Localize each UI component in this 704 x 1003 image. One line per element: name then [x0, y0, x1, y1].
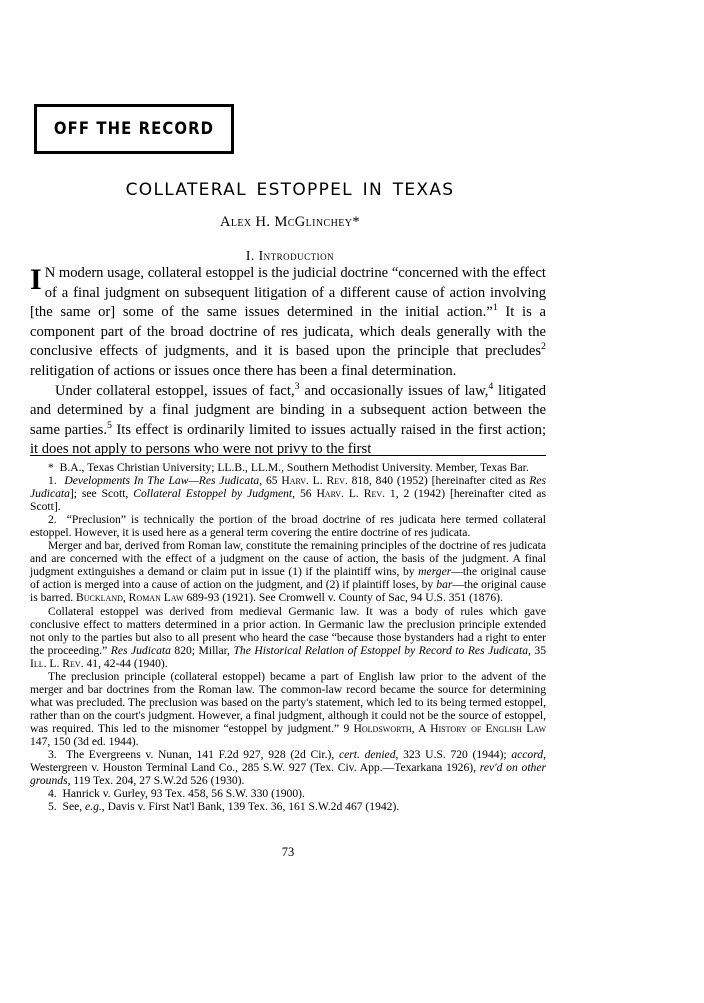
- footnote-2-p3-d: 41, 42-44 (1940).: [83, 656, 168, 670]
- footnote-1-marker: 1.: [48, 474, 57, 488]
- footnote-3: [30, 748, 546, 787]
- footnote-2-marker: 2.: [48, 513, 57, 527]
- paragraph-1-text-a: N modern usage, collateral estoppel is the judicial doctrine “concerned with the effect of a final judgment on subsequent litigation of a different cause of action involving [the same or] some of the same issues determined in the initial action.”: [30, 265, 546, 321]
- masthead-label: OFF THE RECORD: [53, 118, 215, 138]
- footnote-3-t2: , 323 U.S. 720 (1944);: [395, 748, 512, 762]
- footnote-2-p3-b: 820; Millar,: [170, 643, 234, 657]
- footnote-1-title: Developments In The Law—Res Judicata: [64, 474, 260, 488]
- footnote-2-p2-c: —the original cause is barred.: [30, 578, 546, 605]
- article-author: Alex H. McGlinchey*: [219, 214, 361, 230]
- footnote-1-t2: , 65: [259, 474, 282, 488]
- drop-cap: I: [30, 263, 42, 296]
- page-number: 73: [281, 845, 295, 859]
- footnote-1-scott-title: Collateral Estoppel by Judgment: [133, 487, 293, 501]
- footnote-5-t1: See,: [62, 800, 86, 814]
- footnote-2-p3-a: Collateral estoppel was derived from medieval Germanic law. It was a body of rules which gave conclusive effect to matters determined in a prior action. In Germanic law the preclusion principle extended not only to the parties but also to all present who heard the case “because those bystanders had a right to enter the proceeding.”: [30, 604, 546, 657]
- footnote-1-t5: ]; see Scott,: [69, 487, 134, 501]
- footnote-1-reporter-2: Harv. L. Rev.: [316, 487, 386, 501]
- footnote-star-text: B.A., Texas Christian University; LL.B., LL.M., Southern Methodist University. Member, Texas Bar.: [59, 461, 529, 474]
- footnote-2-ill-rev-cite: Ill. L. Rev.: [30, 656, 84, 670]
- footnote-2-millar-title: The Historical Relation of Estoppel by Record to Res Judicata: [233, 643, 528, 657]
- footnote-ref-4: 4: [488, 380, 494, 392]
- body-paragraph-1: [30, 264, 546, 382]
- footnote-5-t2: , Davis v. First Nat'l Bank, 139 Tex. 36, 161 S.W.2d 467 (1942).: [101, 800, 400, 814]
- paragraph-2-text-a: Under collateral estoppel, issues of fact,: [55, 382, 295, 399]
- footnote-3-t1: The Evergreens v. Nunan, 141 F.2d 927, 928 (2d Cir.),: [66, 748, 339, 762]
- footnote-2-holdsworth-cite: Holdsworth, A History of English Law: [353, 721, 546, 735]
- body-paragraph-2: [30, 382, 546, 460]
- footnote-2-merger-term: merger: [418, 565, 452, 579]
- paragraph-2-text-c: litigated and determined by a final judgment are binding in a subsequent action between the same parties.: [30, 382, 546, 438]
- footnote-1-t3: 818, 840 (1952) [hereinafter cited as: [347, 474, 530, 488]
- footnote-2-p2-d: 689-93 (1921). See Cromwell v. County of Sac, 94 U.S. 351 (1876).: [183, 591, 503, 605]
- paragraph-2-text-b: and occasionally issues of law,: [299, 382, 489, 399]
- footnote-3-revd: rev'd on other grounds: [30, 761, 546, 788]
- footnote-1: [30, 474, 546, 513]
- footnote-ref-1: 1: [492, 302, 498, 314]
- footnote-2-p3-c: , 35: [528, 643, 546, 657]
- paragraph-2-text-d: Its effect is ordinarily limited to issues actually raised in the first action; it does not apply to persons who were not privy to the first: [30, 421, 546, 458]
- footnote-2-part-4: [30, 670, 546, 748]
- footnotes-block: [30, 461, 546, 813]
- footnote-2-p1: “Preclusion” is technically the portion of the broad doctrine of res judicata here termed collateral estoppel. However, it is used here as a general term covering the entire doctrine of res judicata.: [30, 513, 546, 540]
- paragraph-1-text-c: relitigation of actions or issues once there has been a final determination.: [30, 362, 457, 379]
- footnote-star-marker: *: [48, 461, 54, 474]
- footnote-star: [30, 461, 546, 474]
- article-title: COLLATERAL ESTOPPEL IN TEXAS: [125, 180, 455, 200]
- footnote-2-part-1: [30, 513, 546, 539]
- paragraph-1-text-b: It is a component part of the broad doctrine of res judicata, which deals generally with the conclusive effects of judgments, and it is based upon the principle that precludes: [30, 304, 546, 360]
- footnote-2-bar-term: bar: [436, 578, 453, 592]
- footnote-5-eg: e.g.: [85, 800, 102, 814]
- footnote-1-reporter-1: Harv. L. Rev.: [281, 474, 348, 488]
- footnote-1-shortcite: Res Judicata: [30, 474, 547, 501]
- footnote-1-t8: 1, 2 (1942) [hereinafter cited as Scott].: [30, 487, 547, 514]
- footnote-2-resjudicata-cite: Res Judicata: [110, 643, 171, 657]
- footnote-3-marker: 3.: [48, 748, 57, 762]
- body-text: [30, 264, 546, 460]
- footnote-1-t7: , 56: [292, 487, 317, 501]
- footnote-ref-5: 5: [107, 419, 112, 431]
- footnote-3-t4: , 119 Tex. 204, 27 S.W.2d 526 (1930).: [67, 774, 245, 788]
- footnote-ref-2: 2: [541, 341, 546, 353]
- footnote-separator-rule: [30, 455, 546, 456]
- footnote-3-certdenied: cert. denied: [338, 748, 396, 762]
- footnote-2-p4-b: 147, 150 (3d ed. 1944).: [30, 734, 139, 748]
- footnote-3-t3: , Westergreen v. Houston Terminal Land Co., 285 S.W. 927 (Tex. Civ. App.—Texarkana 1926),: [30, 748, 547, 775]
- footnote-4-text: Hanrick v. Gurley, 93 Tex. 458, 56 S.W. 330 (1900).: [62, 787, 305, 801]
- footnote-5: [30, 800, 546, 813]
- footnote-ref-3: 3: [294, 380, 300, 392]
- footnote-2-part-2: [30, 539, 546, 604]
- footnote-2-buckland-cite: Buckland, Roman Law: [76, 591, 184, 605]
- footnote-2-p4-a: The preclusion principle (collateral estoppel) became a part of English law prior to the advent of the merger and bar doctrines from the Roman law. The common-law record became the source for determining what was precluded. The preclusion was based on the party's statement, which led to its being termed estoppel, rather than on the court's judgment. However, a final judgment, although it could not be the source of estoppel, was required. This led to the misnomer “estoppel by judgment.” 9: [30, 669, 546, 735]
- footnote-2-p2-a: Merger and bar, derived from Roman law, constitute the remaining principles of the doctrine of res judicata and are concerned with the effect of a judgment on the cause of action, the basis of the judgment. A final judgment extinguishes a demand or claim put in issue (1) if the plaintiff wins, by: [30, 539, 546, 579]
- section-heading: I. Introduction: [245, 248, 335, 263]
- footnote-2-part-3: [30, 605, 546, 670]
- masthead-box: [34, 104, 234, 154]
- footnote-4-marker: 4.: [48, 787, 57, 801]
- footnote-5-marker: 5.: [48, 800, 57, 814]
- footnote-2-p2-b: —the original cause of action is merged into a cause of action on the judgment, and (2) if plaintiff loses, by: [30, 565, 546, 592]
- footnote-4: [30, 787, 546, 800]
- footnote-3-accord: accord: [511, 748, 544, 762]
